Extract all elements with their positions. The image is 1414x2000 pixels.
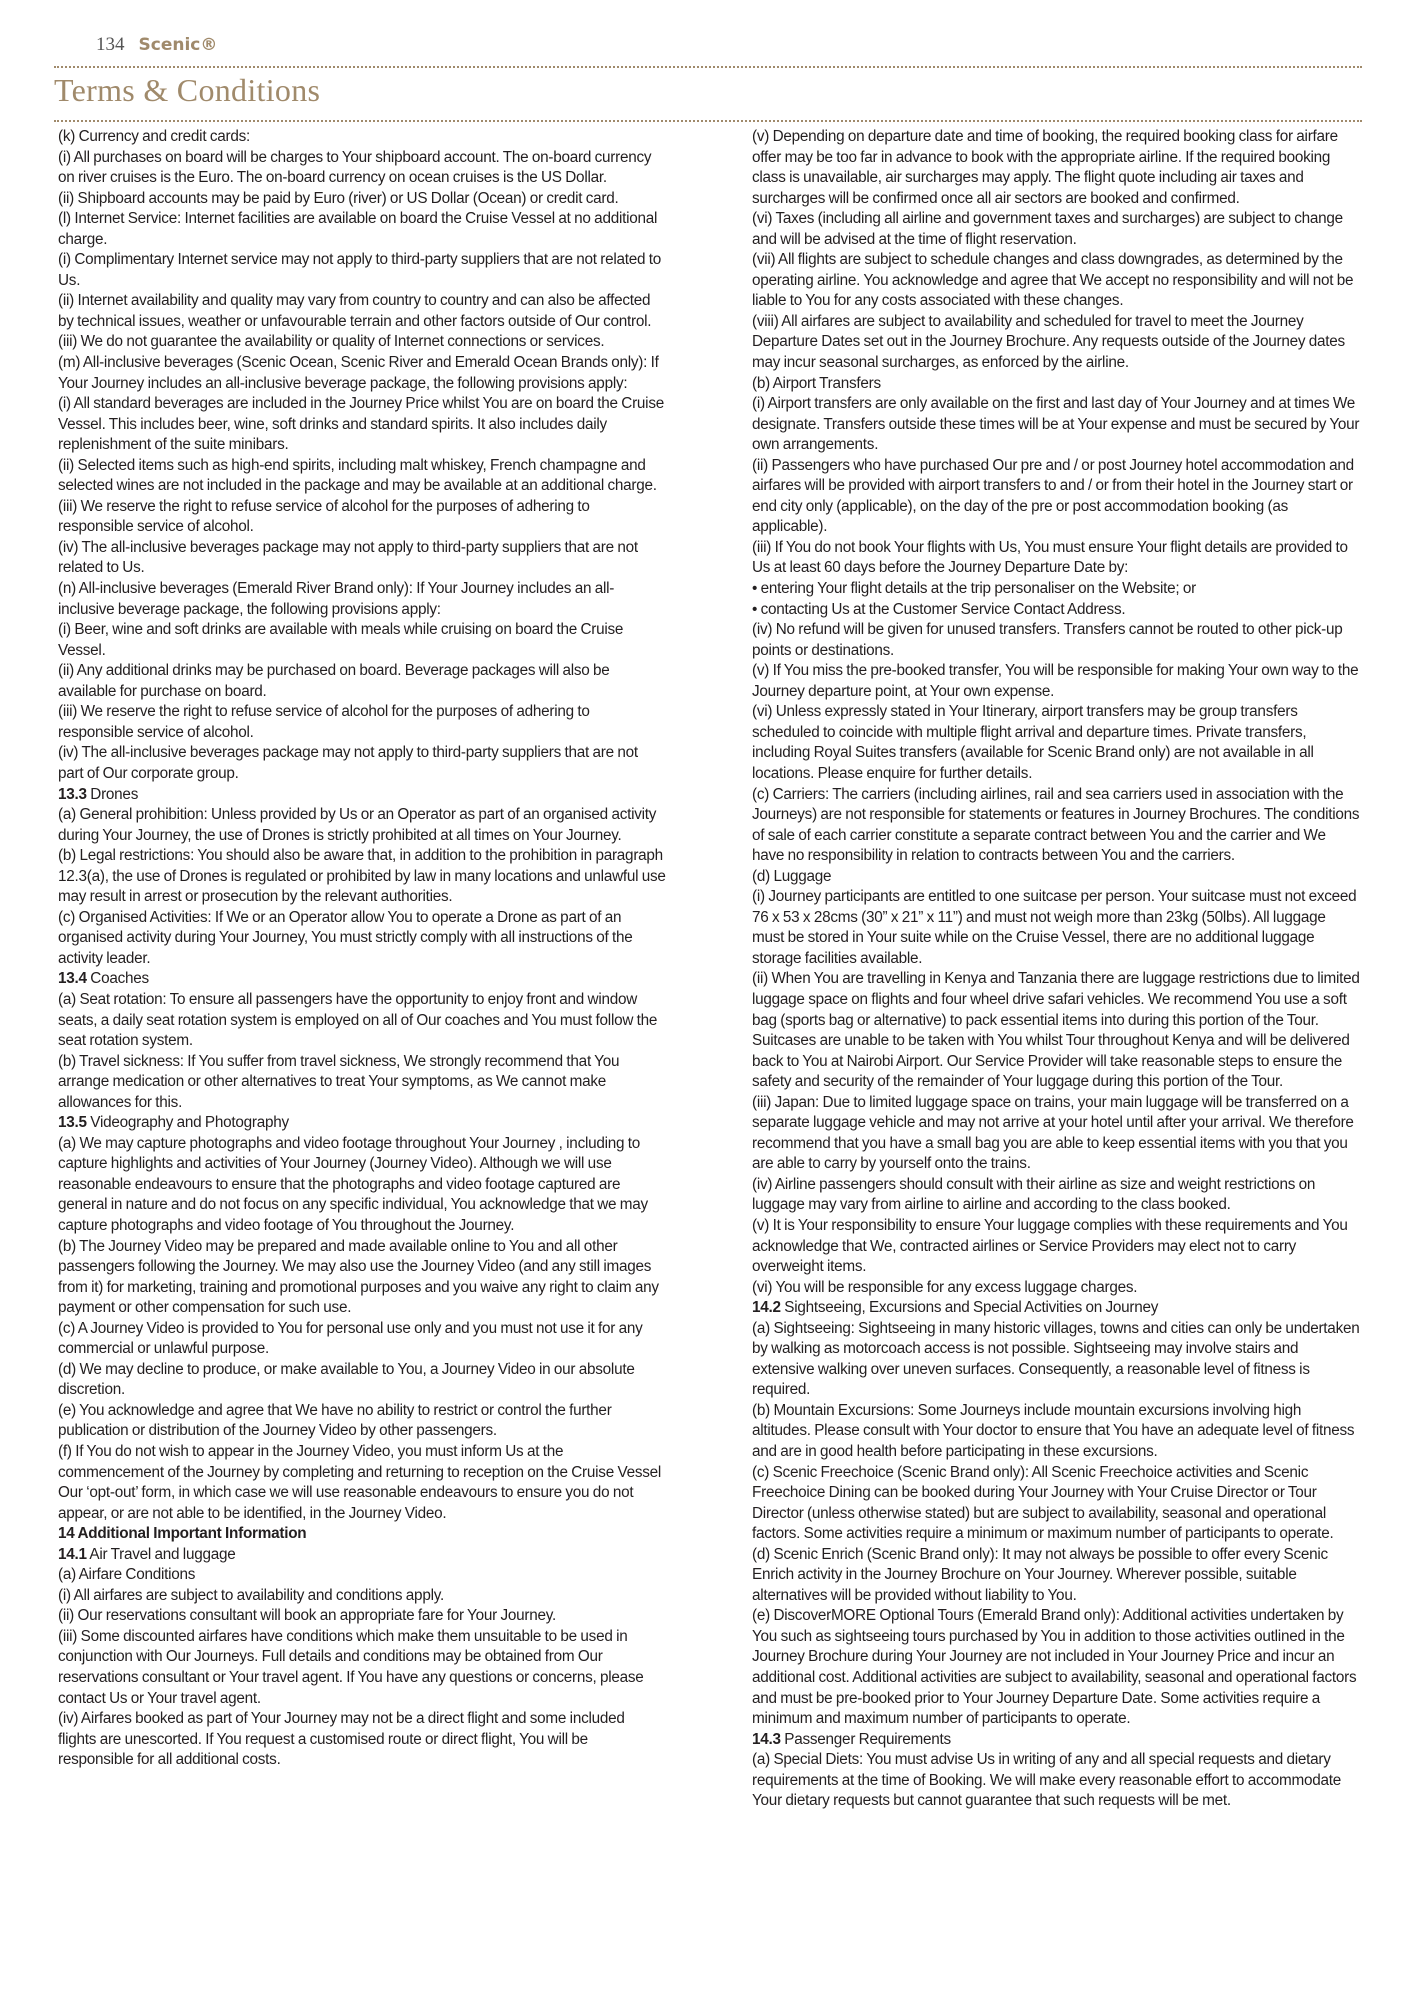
- paragraph: (c) Carriers: The carriers (including airlines, rail and sea carriers used in association with the Journeys) are not responsible for statements or features in Journey Brochures. The conditions of sale of each carrier constitute a separate contract between You and the carrier and We have no responsibility in relation to contracts between You and the carriers.: [752, 785, 1360, 865]
- paragraph: • contacting Us at the Customer Service Contact Address.: [752, 600, 1126, 618]
- section-heading: [752, 1730, 1360, 1751]
- paragraph: (ii) Passengers who have purchased Our pre and / or post Journey hotel accommodation and airfares will be provided with airport transfers to and / or from their hotel in the Journey start or end city only (applicable), on the day of the pre or post accommodation booking (as applicable).: [752, 456, 1354, 536]
- paragraph: (vi) Unless expressly stated in Your Itinerary, airport transfers may be group transfers scheduled to coincide with multiple flight arrival and departure times. Private transfers, including Royal Suites transfers (available for Scenic Brand only) are not available in all locations. Please enquire for further details.: [752, 703, 1314, 782]
- paragraph: (v) It is Your responsibility to ensure Your luggage complies with these requirements and You acknowledge that We, contracted airlines or Service Providers may elect not to carry overweight items.: [752, 1216, 1348, 1276]
- paragraph: (c) Scenic Freechoice (Scenic Brand only): All Scenic Freechoice activities and Scenic Freechoice Dining can be booked during Your Journey with Your Cruise Director or Tour Director (unless otherwise stated) but are subject to availability, seasonal and operational factors. Some activities require a minimum or maximum number of participants to operate.: [752, 1463, 1334, 1543]
- paragraph: (iv) Airfares booked as part of Your Journey may not be a direct flight and some included flights are unescorted. If You request a customised route or direct flight, You will be responsible for all additional costs.: [58, 1710, 625, 1769]
- paragraph: (a) Special Diets: You must advise Us in writing of any and all special requests and dietary requirements at the time of Booking. We will make every reasonable effort to accommodate Your dietary requests but cannot guarantee that such requests will be met.: [752, 1751, 1342, 1810]
- paragraph: (i) All airfares are subject to availability and conditions apply.: [58, 1586, 444, 1604]
- paragraph: (b) Travel sickness: If You suffer from travel sickness, We strongly recommend that You arrange medication or other alternatives to treat Your symptoms, as We cannot make allowances for this.: [58, 1052, 620, 1111]
- section-heading: [58, 1113, 666, 1134]
- paragraph: (b) Legal restrictions: You should also be aware that, in addition to the prohibition in paragraph 12.3(a), the use of Drones is regulated or prohibited by law in many locations and unlawful use may result in arrest or prosecution by the relevant authorities.: [58, 847, 666, 906]
- paragraph: (ii) When You are travelling in Kenya and Tanzania there are luggage restrictions due to limited luggage space on flights and four wheel drive safari vehicles. We recommend You use a soft bag (sports bag or alternative) to pack essential items into during this portion of the Tour. Suitcases are unable to be taken with You whilst Tour throughout Kenya and will be delivered back to You at Nairobi Airport. Our Service Provider will take reasonable steps to ensure the safety and security of the remainder of Your luggage during this portion of the Tour.: [752, 970, 1360, 1091]
- section-number: 14.1: [58, 1545, 87, 1563]
- paragraph: (vi) Taxes (including all airline and government taxes and surcharges) are subject to change and will be advised at the time of flight reservation.: [752, 210, 1343, 248]
- paragraph: (c) A Journey Video is provided to You for personal use only and you must not use it for any commercial or unlawful purpose.: [58, 1319, 643, 1358]
- section-title: Coaches: [86, 970, 149, 988]
- section-heading: [58, 1524, 666, 1545]
- paragraph: • entering Your flight details at the trip personaliser on the Website; or: [752, 580, 1197, 598]
- page-number: 134: [96, 34, 125, 55]
- paragraph: (a) General prohibition: Unless provided by Us or an Operator as part of an organised activity during Your Journey, the use of Drones is strictly prohibited at all times on Your Journey.: [58, 806, 657, 844]
- paragraph: (vii) All flights are subject to schedule changes and class downgrades, as determined by the operating airline. You acknowledge and agree that We accept no responsibility and will not be liable to You for any costs associated with these changes.: [752, 251, 1354, 310]
- section-title: Videography and Photography: [86, 1114, 289, 1132]
- paragraph: (iii) We do not guarantee the availability or quality of Internet connections or services.: [58, 333, 605, 351]
- paragraph: (m) All-inclusive beverages (Scenic Ocean, Scenic River and Emerald Ocean Brands only): If Your Journey includes an all-inclusive beverage package, the following provisions apply:: [58, 354, 659, 392]
- section-heading: [58, 1545, 666, 1566]
- paragraph: (d) Luggage: [752, 867, 832, 885]
- paragraph: (d) Scenic Enrich (Scenic Brand only): It may not always be possible to offer every Scenic Enrich activity in the Journey Brochure on Your Journey. Wherever possible, suitable alternatives will be provided without liability to You.: [752, 1545, 1328, 1604]
- paragraph: (c) Organised Activities: If We or an Operator allow You to operate a Drone as part of an organised activity during Your Journey, You must strictly comply with all instructions of the activity leader.: [58, 908, 633, 967]
- section-number: 13.5: [58, 1114, 87, 1132]
- paragraph: (b) Mountain Excursions: Some Journeys include mountain excursions involving high altitudes. Please consult with Your doctor to ensure that You have an adequate level of fitness and are in good health before participating in these excursions.: [752, 1401, 1355, 1460]
- paragraph: (ii) Our reservations consultant will book an appropriate fare for Your Journey.: [58, 1607, 556, 1625]
- paragraph: (i) Journey participants are entitled to one suitcase per person. Your suitcase must not exceed 76 x 53 x 28cms (30” x 21” x 11”) and must not weigh more than 23kg (50lbs). All luggage must be stored in Your suite while on the Cruise Vessel, there are no additional luggage storage facilities available.: [752, 888, 1357, 967]
- section-title: Air Travel and luggage: [86, 1545, 236, 1563]
- paragraph: (ii) Internet availability and quality may vary from country to country and can also be affected by technical issues, weather or unfavourable terrain and other factors outside of Our control.: [58, 292, 652, 330]
- paragraph: (i) Beer, wine and soft drinks are available with meals while cruising on board the Cruise Vessel.: [58, 621, 624, 659]
- section-number: 13.3: [58, 785, 87, 803]
- paragraph: (iv) Airline passengers should consult with their airline as size and weight restrictions on luggage may vary from airline to airline and according to the class booked.: [752, 1175, 1316, 1214]
- paragraph: (vi) You will be responsible for any excess luggage charges.: [752, 1278, 1138, 1296]
- section-heading: [58, 969, 666, 990]
- paragraph: (b) Airport Transfers: [752, 374, 881, 392]
- paragraph: (iii) If You do not book Your flights with Us, You must ensure Your flight details are provided to Us at least 60 days before the Journey Departure Date by:: [752, 538, 1348, 577]
- title-divider: [54, 120, 1362, 122]
- paragraph: (iii) We reserve the right to refuse service of alcohol for the purposes of adhering to responsible service of alcohol.: [58, 703, 590, 741]
- paragraph: (iii) Some discounted airfares have conditions which make them unsuitable to be used in conjunction with Our Journeys. Full details and conditions may be obtained from Our reservations consultant or Your travel agent. If You have any questions or concerns, please contact Us or Your travel agent.: [58, 1627, 644, 1707]
- paragraph: (ii) Selected items such as high-end spirits, including malt whiskey, French champagne and selected wines are not included in the package and may be available at an additional charge.: [58, 456, 657, 495]
- running-header: [96, 34, 217, 56]
- header-divider: [54, 66, 1362, 68]
- paragraph: (iv) The all-inclusive beverages package may not apply to third-party suppliers that are not part of Our corporate group.: [58, 744, 638, 782]
- paragraph: (k) Currency and credit cards:: [58, 128, 250, 145]
- paragraph: (l) Internet Service: Internet facilities are available on board the Cruise Vessel at no additional charge.: [58, 210, 658, 248]
- paragraph: (ii) Any additional drinks may be purchased on board. Beverage packages will also be available for purchase on board.: [58, 662, 610, 700]
- section-number: 14.2: [752, 1299, 781, 1317]
- right-column: [752, 127, 1360, 1812]
- paragraph: (i) All standard beverages are included in the Journey Price whilst You are on board the Cruise Vessel. This includes beer, wine, soft drinks and standard spirits. It also includes daily replenishment of the suite minibars.: [58, 395, 664, 454]
- section-number: 14 Additional Important Information: [58, 1525, 307, 1543]
- section-title: Drones: [86, 785, 139, 803]
- paragraph: (e) DiscoverMORE Optional Tours (Emerald Brand only): Additional activities undertaken by You such as sightseeing tours purchased by You in addition to those activities outlined in the Journey Brochure during Your Journey are not included in Your Journey Price and incur an additional cost. Additional activities are subject to availability, seasonal and operational factors and must be pre-booked prior to Your Journey Departure Date. Some activities require a minimum and maximum number of participants to operate.: [752, 1607, 1357, 1728]
- brand-name: Scenic®: [138, 35, 218, 55]
- section-heading: [58, 785, 666, 806]
- paragraph: (v) If You miss the pre-booked transfer, You will be responsible for making Your own way to the Journey departure point, at Your own expense.: [752, 662, 1359, 700]
- paragraph: (i) Complimentary Internet service may not apply to third-party suppliers that are not related to Us.: [58, 251, 662, 289]
- paragraph: (n) All-inclusive beverages (Emerald River Brand only): If Your Journey includes an all-inclusive beverage package, the following provisions apply:: [58, 580, 615, 618]
- paragraph: (viii) All airfares are subject to availability and scheduled for travel to meet the Journey Departure Dates set out in the Journey Brochure. Any requests outside of the Journey dates may incur seasonal surcharges, as enforced by the airline.: [752, 312, 1345, 372]
- paragraph: (iii) Japan: Due to limited luggage space on trains, your main luggage will be transferred on a separate luggage vehicle and may not arrive at your hotel until after your arrival. We therefore recommend that you have a small bag you are able to keep essential items with you that you are able to carry by yourself onto the trains.: [752, 1093, 1354, 1173]
- paragraph: (iii) We reserve the right to refuse service of alcohol for the purposes of adhering to responsible service of alcohol.: [58, 497, 590, 536]
- paragraph: (f) If You do not wish to appear in the Journey Video, you must inform Us at the commencement of the Journey by completing and returning to reception on the Cruise Vessel Our ‘opt-out’ form, in which case we will use reasonable endeavours to ensure you do not appear, or are not able to be identified, in the Journey Video.: [58, 1443, 662, 1522]
- section-title: Passenger Requirements: [780, 1730, 951, 1748]
- section-title: Sightseeing, Excursions and Special Activities on Journey: [780, 1299, 1159, 1317]
- paragraph: (a) Airfare Conditions: [58, 1566, 196, 1584]
- paragraph: (a) Sightseeing: Sightseeing in many historic villages, towns and cities can only be undertaken by walking as motorcoach access is not possible. Sightseeing may involve stairs and extensive walking over uneven surfaces. Consequently, a reasonable level of fitness is required.: [752, 1319, 1360, 1399]
- paragraph: (iv) No refund will be given for unused transfers. Transfers cannot be routed to other pick-up points or destinations.: [752, 621, 1343, 659]
- section-heading: [752, 1298, 1360, 1319]
- paragraph: (e) You acknowledge and agree that We have no ability to restrict or control the further publication or distribution of the Journey Video by other passengers.: [58, 1401, 612, 1440]
- section-number: 14.3: [752, 1730, 781, 1748]
- paragraph: (a) Seat rotation: To ensure all passengers have the opportunity to enjoy front and window seats, a daily seat rotation system is employed on all of Our coaches and You must follow the seat rotation system.: [58, 990, 658, 1050]
- paragraph: (d) We may decline to produce, or make available to You, a Journey Video in our absolute discretion.: [58, 1360, 635, 1399]
- paragraph: (i) All purchases on board will be charges to Your shipboard account. The on-board currency on river cruises is the Euro. The on-board currency on ocean cruises is the US Dollar.: [58, 148, 652, 187]
- left-column: [58, 127, 666, 1771]
- section-number: 13.4: [58, 970, 87, 988]
- paragraph: (b) The Journey Video may be prepared and made available online to You and all other passengers following the Journey. We may also use the Journey Video (and any still images from it) for marketing, training and promotional purposes and you waive any right to claim any payment or other compensation for such use.: [58, 1237, 659, 1317]
- paragraph: (i) Airport transfers are only available on the first and last day of Your Journey and at times We designate. Transfers outside these times will be at Your expense and must be secured by Your own arrangements.: [752, 395, 1360, 454]
- page-title: Terms & Conditions: [54, 72, 321, 108]
- paragraph: (a) We may capture photographs and video footage throughout Your Journey , including to capture highlights and activities of Your Journey (Journey Video). Although we will use reasonable endeavours to ensure that the photographs and video footage captured are general in nature and do not focus on any specific individual, You acknowledge that we may capture photographs and video footage of You throughout the Journey.: [58, 1134, 648, 1234]
- paragraph: (v) Depending on departure date and time of booking, the required booking class for airfare offer may be too far in advance to book with the appropriate airline. If the required booking class is unavailable, air surcharges may apply. The flight quote including air taxes and surcharges will be confirmed once all air sectors are booked and confirmed.: [752, 128, 1338, 207]
- paragraph: (ii) Shipboard accounts may be paid by Euro (river) or US Dollar (Ocean) or credit card.: [58, 189, 619, 207]
- paragraph: (iv) The all-inclusive beverages package may not apply to third-party suppliers that are not related to Us.: [58, 538, 638, 577]
